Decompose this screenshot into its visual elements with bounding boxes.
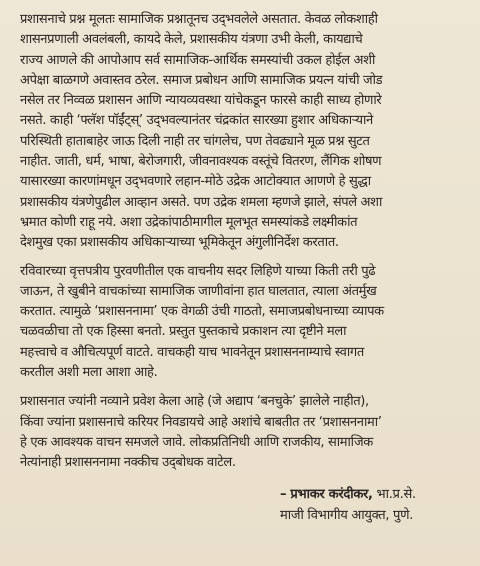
paragraph-spacer bbox=[20, 254, 466, 262]
text-line: शासनप्रणाली अवलंबली, कायदे केले, प्रशासकीय यंत्रणा उभी केली, कायद्याचे bbox=[20, 32, 363, 48]
text-line: नाहीत. जाती, धर्म, भाषा, बेरोजगारी, जीवनावश्यक वस्तूंचे वितरण, लैंगिक शोषण bbox=[20, 154, 382, 170]
text-line: प्रशासनात ज्यांनी नव्याने प्रवेश केला आहे (जे अद्याप ‘बनचुके’ झालेले नाहीत), bbox=[20, 394, 369, 410]
author-name: – प्रभाकर करंदीकर, bbox=[280, 486, 373, 502]
text-line: रविवारच्या वृत्तपत्रीय पुरवणीतील एक वाचनीय सदर लिहिणे याच्या किती तरी पुढे bbox=[20, 263, 376, 279]
author-service: भा.प्र.से. bbox=[372, 486, 416, 502]
text-line: यासारख्या कारणांमधून उद्‌भवणारे लहान-मोठे उद्रेक आटोक्यात आणणे हे सुद्धा bbox=[20, 174, 371, 190]
text-line: नसेल तर निव्वळ प्रशासन आणि न्यायव्यवस्था यांचेकडून फारसे काही साध्य होणारे bbox=[20, 93, 382, 109]
text-line: अपेक्षा बाळगणे अवास्तव ठरेल. समाज प्रबोधन आणि सामाजिक प्रयत्न यांची जोड bbox=[20, 72, 383, 88]
text-line: करतात. त्यामुळे ‘प्रशासननामा’ एक वेगळी उंची गाठतो, समाजप्रबोधनाच्या व्यापक bbox=[20, 304, 384, 320]
text-line: नेत्यांनाही प्रशासननामा नक्कीच उद्‌बोधक वाटेल. bbox=[20, 455, 236, 471]
text-line: हे एक आवश्यक वाचन समजले जावे. लोकप्रतिनिधी आणि राजकीय, सामाजिक bbox=[20, 434, 373, 450]
text-line: किंवा ज्यांना प्रशासनाचे करियर निवडायचे आहे अशांचे बाबतीत तर ‘प्रशासननामा’ bbox=[20, 414, 382, 430]
text-line: प्रशासकीय यंत्रणेपुढील आव्हान असते. पण उद्रेक शमला म्हणजे झाले, संपले अशा bbox=[20, 194, 382, 210]
signature-block bbox=[20, 484, 466, 526]
text-line: जाऊन, ते खुबीने वाचकांच्या सामाजिक जाणीवांना हात घालतात, त्याला अंतर्मुख bbox=[20, 283, 377, 299]
text-line: प्रशासनाचे प्रश्न मूलतः सामाजिक प्रश्नातूनच उद्‌भवलेले असतात. केवळ लोकशाही bbox=[20, 12, 378, 27]
signature-line bbox=[280, 484, 466, 505]
paragraph-1 bbox=[20, 10, 466, 254]
paragraph-spacer bbox=[20, 383, 466, 392]
text-line: चळवळीचा तो एक हिस्सा बनतो. प्रस्तुत पुस्तकाचे प्रकाशन त्या दृष्टीने मला bbox=[20, 324, 347, 340]
author-designation: माजी विभागीय आयुक्त, पुणे. bbox=[280, 507, 414, 523]
text-line: महत्त्वाचे व औचित्यपूर्ण वाटते. वाचकही याच भावनेतून प्रशासननाम्याचे स्वागत bbox=[20, 344, 364, 360]
paragraph-2 bbox=[20, 262, 466, 384]
text-line: नसते. काही ‘फ्लॅश पॉईंट्स्’ उद्‌भवल्यानंतर चंद्रकांत सारख्या हुशार अधिकाऱ्याने bbox=[20, 113, 373, 129]
text-line: राज्य आणले की आपोआप सर्व सामाजिक-आर्थिक समस्यांची उकल होईल अशी bbox=[20, 52, 375, 68]
text-line: करतील अशी मला आशा आहे. bbox=[20, 365, 158, 381]
paragraph-3 bbox=[20, 392, 466, 473]
text-line: परिस्थिती हाताबाहेर जाऊ दिली नाही तर चांगलेच, पण तेवढ्याने मूळ प्रश्न सुटत bbox=[20, 133, 370, 149]
text-line: देशमुख एका प्रशासकीय अधिकाऱ्याच्या भूमिकेतून अंगुलीनिर्देश करतात. bbox=[20, 235, 339, 251]
text-line: भ्रमात कोणी राहू नये. अशा उद्रेकांपाठीमागील मूलभूत समस्यांकडे लक्ष्मीकांत bbox=[20, 214, 358, 230]
